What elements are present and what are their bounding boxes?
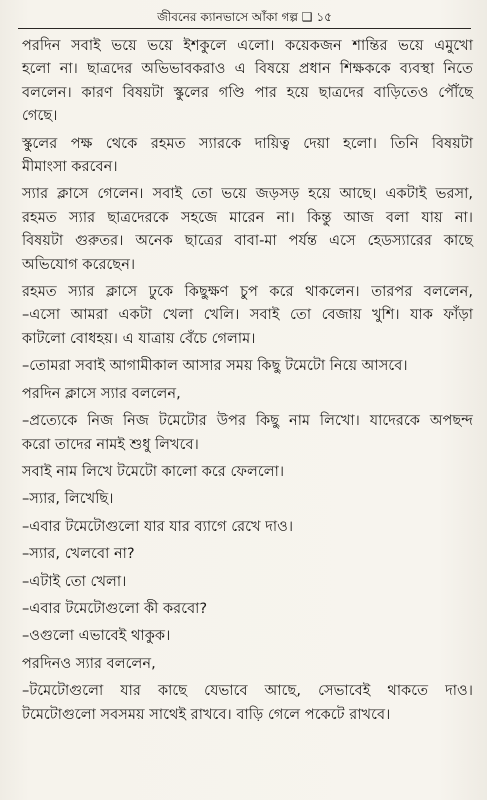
paragraph xyxy=(22,515,473,538)
text-line: –স্যার, লিখেছি। xyxy=(22,490,114,508)
text-line: স্কুলের পক্ষ থেকে রহমত স্যারকে দায়িত্ব দেয়া হলো। তিনি বিষয়টা xyxy=(22,134,473,152)
text-line: পরদিন ক্লাসে স্যার বললেন, xyxy=(22,384,181,402)
text-line: বললেন। কারণ বিষয়টা স্কুলের গণ্ডি পার হয়ে ছাত্রদের বাড়িতেও পৌঁছে xyxy=(22,83,473,101)
text-line: –এবার টমেটোগুলো কী করবো? xyxy=(22,599,208,617)
paragraph xyxy=(22,382,473,405)
text-line: –এসো আমরা একটা খেলা খেলি। সবাই তো বেজায় খুশি। যাক ফাঁড়া xyxy=(22,306,473,324)
paragraph xyxy=(22,34,473,128)
text-line: স্যার ক্লাসে গেলেন। সবাই তো ভয়ে জড়সড় হয়ে আছে। একটাই ভরসা, xyxy=(22,185,473,203)
paragraph xyxy=(22,460,473,483)
text-line: অভিযোগ করেছেন। xyxy=(22,255,136,273)
paragraph xyxy=(22,132,473,179)
text-line: করো তাদের নামই শুধু লিখবে। xyxy=(22,435,199,453)
text-line: গেছে। xyxy=(22,107,58,125)
paragraph xyxy=(22,409,473,456)
paragraph xyxy=(22,354,473,377)
paragraph xyxy=(22,570,473,593)
page-body xyxy=(22,34,473,730)
text-line: –প্রত্যেকে নিজ নিজ টমেটোর উপর কিছু নাম লিখো। যাদেরকে অপছন্দ xyxy=(22,412,473,430)
paragraph xyxy=(22,182,473,276)
text-line: –এবার টমেটোগুলো যার যার ব্যাগে রেখে দাও। xyxy=(22,517,294,535)
text-line: কাটলো বোধহয়। এ যাত্রায় বেঁচে গেলাম। xyxy=(22,329,256,347)
text-line: পরদিন সবাই ভয়ে ভয়ে ইশকুলে এলো। কয়েকজন শান্তির ভয়ে এমুখো xyxy=(22,37,473,54)
text-line: –টমেটোগুলো যার কাছে যেভাবে আছে, সেভাবেই থাকতে দাও। xyxy=(22,682,473,700)
text-line: –ওগুলো এভাবেই থাকুক। xyxy=(22,627,171,645)
text-line: রহমত স্যার ক্লাসে ঢুকে কিছুক্ষণ চুপ করে থাকলেন। তারপর বললেন, xyxy=(22,283,473,301)
paragraph xyxy=(22,487,473,510)
running-header: জীবনের ক্যানভাসে আঁকা গল্প ❑ ১৫ xyxy=(18,6,471,29)
paragraph xyxy=(22,597,473,620)
text-line: বিষয়টা গুরুতর। অনেক ছাত্রের বাবা-মা পর্যন্ত এসে হেডস্যারের কাছে xyxy=(22,232,473,250)
paragraph xyxy=(22,280,473,350)
text-line: সবাই নাম লিখে টমেটো কালো করে ফেললো। xyxy=(22,462,285,480)
text-line: রহমত স্যার ছাত্রদেরকে সহজে মারেন না। কিন্তু আজ বলা যায় না। xyxy=(22,208,473,226)
text-line: পরদিনও স্যার বললেন, xyxy=(22,654,156,672)
text-line: টমেটোগুলো সবসময় সাথেই রাখবে। বাড়ি গেলে পকেটে রাখবে। xyxy=(22,705,391,723)
text-line: হলো না। ছাত্রদের অভিভাবকরাও এ বিষয়ে প্রধান শিক্ষককে ব্যবস্থা নিতে xyxy=(22,60,473,78)
paragraph xyxy=(22,624,473,647)
text-line: –তোমরা সবাই আগামীকাল আসার সময় কিছু টমেটো নিয়ে আসবে। xyxy=(22,357,408,375)
paragraph xyxy=(22,679,473,726)
text-line: –এটাই তো খেলা। xyxy=(22,572,127,590)
text-line: মীমাংসা করবেন। xyxy=(22,158,118,176)
paragraph xyxy=(22,542,473,565)
text-line: –স্যার, খেলবো না? xyxy=(22,545,135,563)
paragraph xyxy=(22,652,473,675)
